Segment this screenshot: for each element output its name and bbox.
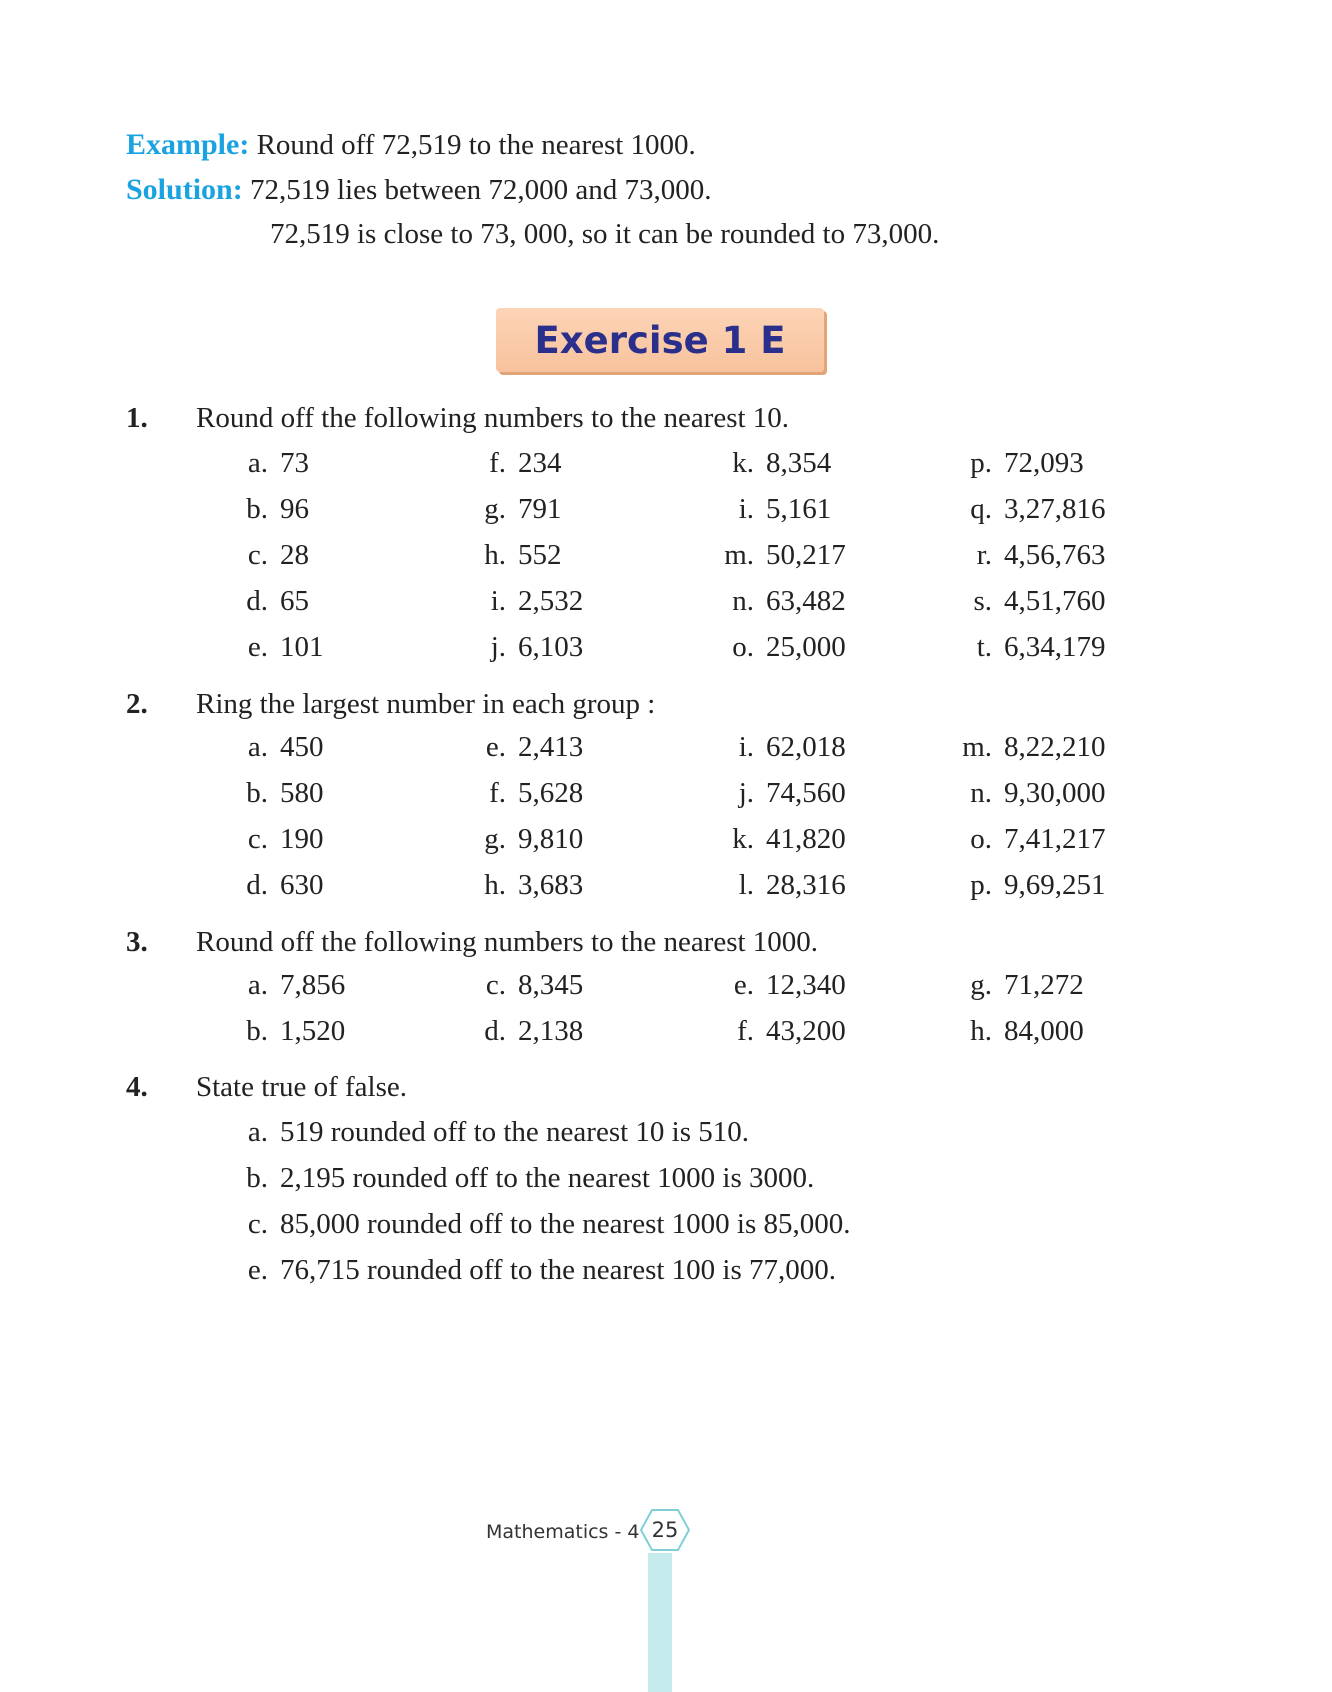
item-value: 9,810 <box>518 823 584 855</box>
item-letter: g. <box>970 969 992 1001</box>
item-value: 63,482 <box>766 585 846 617</box>
item-letter: k. <box>732 447 754 479</box>
answer-item <box>944 871 1106 900</box>
item-value: 2,413 <box>518 731 584 763</box>
item-letter: f. <box>737 1015 754 1047</box>
item-letter: h. <box>484 869 506 901</box>
answer-item <box>458 495 562 524</box>
answer-item <box>944 971 1084 1000</box>
item-letter: d. <box>484 1015 506 1047</box>
answer-item <box>706 871 846 900</box>
answer-item <box>220 825 324 854</box>
item-letter: f. <box>489 777 506 809</box>
item-value: 9,30,000 <box>1004 777 1106 809</box>
answer-item <box>220 633 324 662</box>
item-letter: c. <box>247 823 268 855</box>
item-value: 62,018 <box>766 731 846 763</box>
question-4-text: State true of false. <box>196 1071 407 1103</box>
answer-item <box>220 733 324 762</box>
item-value: 3,683 <box>518 869 584 901</box>
book-title: Mathematics - 4 <box>486 1521 640 1543</box>
item-letter: a. <box>247 447 268 479</box>
item-letter: m. <box>962 731 992 763</box>
item-letter: j. <box>738 777 754 809</box>
statement-text: 76,715 rounded off to the nearest 100 is 77,000. <box>280 1254 837 1286</box>
item-letter: j. <box>490 631 506 663</box>
item-letter: a. <box>247 731 268 763</box>
item-value: 74,560 <box>766 777 846 809</box>
item-value: 450 <box>280 731 324 763</box>
item-value: 4,51,760 <box>1004 585 1106 617</box>
item-value: 8,354 <box>766 447 832 479</box>
answer-item <box>458 633 583 662</box>
item-value: 41,820 <box>766 823 846 855</box>
item-letter: q. <box>970 493 992 525</box>
item-value: 12,340 <box>766 969 846 1001</box>
question-3-number: 3. <box>126 926 148 958</box>
answer-item <box>944 633 1106 662</box>
answer-item <box>458 971 583 1000</box>
example-line <box>126 130 696 160</box>
answer-item <box>706 495 831 524</box>
answer-item <box>458 825 583 854</box>
item-letter: t. <box>976 631 992 663</box>
answer-item <box>220 779 324 808</box>
item-letter: c. <box>485 969 506 1001</box>
item-letter: e. <box>247 1254 268 1286</box>
item-letter: h. <box>970 1015 992 1047</box>
item-value: 25,000 <box>766 631 846 663</box>
item-letter: a. <box>247 1116 268 1148</box>
item-value: 8,345 <box>518 969 584 1001</box>
item-letter: g. <box>484 823 506 855</box>
item-value: 791 <box>518 493 562 525</box>
item-letter: i. <box>738 731 754 763</box>
item-value: 8,22,210 <box>1004 731 1106 763</box>
item-letter: c. <box>247 1208 268 1240</box>
item-value: 7,41,217 <box>1004 823 1106 855</box>
item-value: 234 <box>518 447 562 479</box>
statement-item <box>220 1210 851 1239</box>
answer-item <box>706 733 846 762</box>
answer-item <box>458 733 583 762</box>
item-letter: g. <box>484 493 506 525</box>
answer-item <box>944 495 1106 524</box>
statement-item <box>220 1256 836 1285</box>
item-value: 72,093 <box>1004 447 1084 479</box>
question-3-text: Round off the following numbers to the nearest 1000. <box>196 926 819 958</box>
item-letter: e. <box>733 969 754 1001</box>
statement-item <box>220 1164 814 1193</box>
item-letter: b. <box>246 493 268 525</box>
item-value: 4,56,763 <box>1004 539 1106 571</box>
question-1-text: Round off the following numbers to the nearest 10. <box>196 402 790 434</box>
answer-item <box>220 587 309 616</box>
item-value: 552 <box>518 539 562 571</box>
example-label: Example: <box>126 128 250 161</box>
item-letter: o. <box>732 631 754 663</box>
item-letter: b. <box>246 1162 268 1194</box>
item-value: 101 <box>280 631 324 663</box>
item-value: 71,272 <box>1004 969 1084 1001</box>
item-value: 7,856 <box>280 969 346 1001</box>
answer-item <box>706 449 831 478</box>
answer-item <box>706 1017 846 1046</box>
answer-item <box>706 825 846 854</box>
item-letter: i. <box>738 493 754 525</box>
item-value: 6,34,179 <box>1004 631 1106 663</box>
answer-item <box>458 1017 583 1046</box>
answer-item <box>706 779 846 808</box>
item-letter: l. <box>738 869 754 901</box>
question-4-number: 4. <box>126 1071 148 1103</box>
answer-item <box>706 587 846 616</box>
answer-item <box>458 449 562 478</box>
answer-item <box>220 449 309 478</box>
answer-item <box>944 1017 1084 1046</box>
answer-item <box>944 541 1106 570</box>
page-tab-strip <box>648 1553 672 1692</box>
item-value: 5,161 <box>766 493 832 525</box>
answer-item <box>220 871 324 900</box>
answer-item <box>458 587 583 616</box>
solution-label: Solution: <box>126 173 243 206</box>
answer-item <box>944 825 1106 854</box>
item-letter: p. <box>970 869 992 901</box>
answer-item <box>706 971 846 1000</box>
solution-text-2: 72,519 is close to 73, 000, so it can be rounded to 73,000. <box>270 218 940 250</box>
answer-item <box>944 733 1106 762</box>
answer-item <box>944 779 1106 808</box>
answer-item <box>706 541 846 570</box>
item-letter: n. <box>732 585 754 617</box>
answer-item <box>944 449 1084 478</box>
item-letter: f. <box>489 447 506 479</box>
item-value: 190 <box>280 823 324 855</box>
item-letter: k. <box>732 823 754 855</box>
item-letter: e. <box>485 731 506 763</box>
answer-item <box>220 971 345 1000</box>
statement-text: 519 rounded off to the nearest 10 is 510. <box>280 1116 750 1148</box>
item-letter: e. <box>247 631 268 663</box>
item-letter: d. <box>246 585 268 617</box>
question-1-number: 1. <box>126 402 148 434</box>
page-number: 25 <box>651 1518 679 1542</box>
example-text: Round off 72,519 to the nearest 1000. <box>256 129 696 161</box>
item-value: 6,103 <box>518 631 584 663</box>
item-value: 96 <box>280 493 309 525</box>
item-value: 65 <box>280 585 309 617</box>
item-value: 580 <box>280 777 324 809</box>
answer-item <box>220 495 309 524</box>
statement-item <box>220 1118 749 1147</box>
item-letter: c. <box>247 539 268 571</box>
item-value: 630 <box>280 869 324 901</box>
solution-text-1: 72,519 lies between 72,000 and 73,000. <box>249 174 712 206</box>
item-letter: r. <box>976 539 992 571</box>
item-letter: n. <box>970 777 992 809</box>
statement-text: 2,195 rounded off to the nearest 1000 is 3000. <box>280 1162 815 1194</box>
item-letter: i. <box>490 585 506 617</box>
item-letter: h. <box>484 539 506 571</box>
item-value: 2,138 <box>518 1015 584 1047</box>
answer-item <box>706 633 846 662</box>
item-value: 9,69,251 <box>1004 869 1106 901</box>
solution-line <box>126 175 711 205</box>
item-value: 1,520 <box>280 1015 346 1047</box>
exercise-title-banner <box>496 308 824 372</box>
item-value: 73 <box>280 447 309 479</box>
answer-item <box>458 779 583 808</box>
item-letter: d. <box>246 869 268 901</box>
answer-item <box>220 541 309 570</box>
item-letter: o. <box>970 823 992 855</box>
question-2-text: Ring the largest number in each group : <box>196 688 656 720</box>
item-value: 3,27,816 <box>1004 493 1106 525</box>
item-letter: s. <box>973 585 992 617</box>
item-letter: a. <box>247 969 268 1001</box>
answer-item <box>458 541 562 570</box>
item-letter: b. <box>246 777 268 809</box>
item-letter: m. <box>724 539 754 571</box>
item-letter: p. <box>970 447 992 479</box>
answer-item <box>220 1017 345 1046</box>
item-value: 28,316 <box>766 869 846 901</box>
statement-text: 85,000 rounded off to the nearest 1000 is 85,000. <box>280 1208 851 1240</box>
item-value: 84,000 <box>1004 1015 1084 1047</box>
item-value: 50,217 <box>766 539 846 571</box>
item-value: 2,532 <box>518 585 584 617</box>
item-letter: b. <box>246 1015 268 1047</box>
item-value: 28 <box>280 539 309 571</box>
item-value: 43,200 <box>766 1015 846 1047</box>
item-value: 5,628 <box>518 777 584 809</box>
exercise-title: Exercise 1 E <box>534 318 786 362</box>
question-2-number: 2. <box>126 688 148 720</box>
answer-item <box>458 871 583 900</box>
answer-item <box>944 587 1106 616</box>
